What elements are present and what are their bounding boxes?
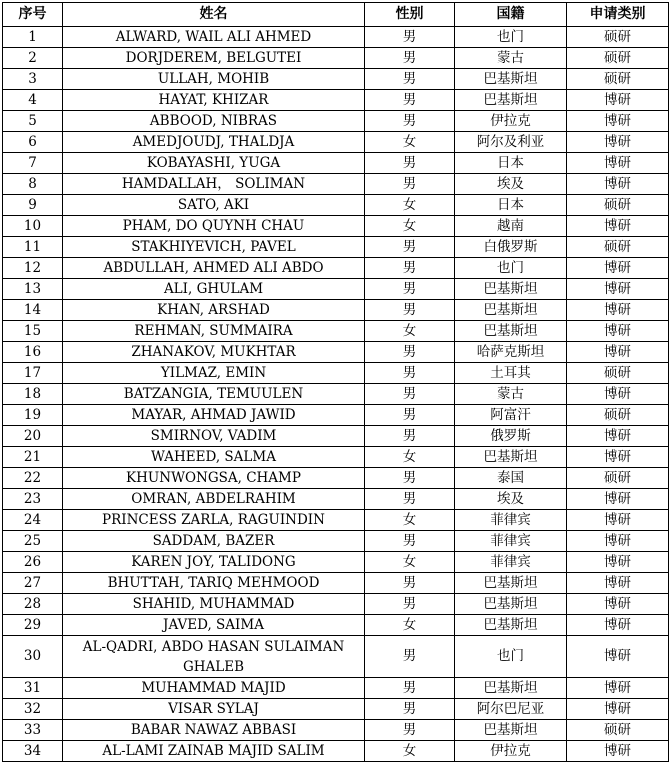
table-row [3, 678, 669, 699]
table-row [3, 426, 669, 447]
cell-gender: 女 [365, 552, 455, 573]
cell-name: JAVED, SAIMA [63, 615, 365, 636]
cell-gender: 女 [365, 132, 455, 153]
cell-serial: 4 [3, 90, 63, 111]
header-gender: 性别 [365, 3, 455, 27]
cell-nationality: 也门 [455, 636, 567, 678]
cell-serial: 12 [3, 258, 63, 279]
table-row [3, 237, 669, 258]
cell-serial: 21 [3, 447, 63, 468]
cell-application-type: 博研 [567, 678, 669, 699]
cell-gender: 男 [365, 720, 455, 741]
cell-gender: 男 [365, 594, 455, 615]
cell-name: BHUTTAH, TARIQ MEHMOOD [63, 573, 365, 594]
cell-serial: 24 [3, 510, 63, 531]
cell-gender: 女 [365, 195, 455, 216]
cell-name: SATO, AKI [63, 195, 365, 216]
cell-application-type: 博研 [567, 216, 669, 237]
cell-application-type: 博研 [567, 132, 669, 153]
cell-gender: 男 [365, 27, 455, 48]
cell-gender: 男 [365, 426, 455, 447]
table-body [3, 27, 669, 762]
cell-nationality: 阿富汗 [455, 405, 567, 426]
cell-name: HAYAT, KHIZAR [63, 90, 365, 111]
cell-nationality: 阿尔巴尼亚 [455, 699, 567, 720]
cell-serial: 9 [3, 195, 63, 216]
table-row [3, 741, 669, 762]
table-row [3, 279, 669, 300]
cell-serial: 13 [3, 279, 63, 300]
cell-gender: 男 [365, 636, 455, 678]
cell-serial: 23 [3, 489, 63, 510]
table-row [3, 384, 669, 405]
table-row [3, 90, 669, 111]
cell-gender: 男 [365, 300, 455, 321]
cell-application-type: 博研 [567, 699, 669, 720]
cell-gender: 女 [365, 510, 455, 531]
cell-name: PRINCESS ZARLA, RAGUINDIN [63, 510, 365, 531]
cell-serial: 8 [3, 174, 63, 195]
table-row [3, 300, 669, 321]
cell-serial: 11 [3, 237, 63, 258]
table-row [3, 27, 669, 48]
cell-application-type: 博研 [567, 153, 669, 174]
cell-gender: 男 [365, 279, 455, 300]
cell-serial: 17 [3, 363, 63, 384]
cell-application-type: 博研 [567, 447, 669, 468]
cell-nationality: 巴基斯坦 [455, 678, 567, 699]
table-row [3, 258, 669, 279]
table-row [3, 48, 669, 69]
table-row [3, 111, 669, 132]
cell-serial: 7 [3, 153, 63, 174]
table-row [3, 510, 669, 531]
cell-name: SMIRNOV, VADIM [63, 426, 365, 447]
cell-serial: 31 [3, 678, 63, 699]
cell-gender: 女 [365, 216, 455, 237]
table-row [3, 699, 669, 720]
cell-gender: 女 [365, 321, 455, 342]
cell-application-type: 博研 [567, 279, 669, 300]
cell-name: AL-QADRI, ABDO HASAN SULAIMAN GHALEB [63, 636, 365, 678]
cell-name: BATZANGIA, TEMUULEN [63, 384, 365, 405]
cell-application-type: 博研 [567, 615, 669, 636]
cell-name: AL-LAMI ZAINAB MAJID SALIM [63, 741, 365, 762]
cell-gender: 男 [365, 489, 455, 510]
cell-application-type: 博研 [567, 321, 669, 342]
cell-nationality: 巴基斯坦 [455, 447, 567, 468]
cell-application-type: 博研 [567, 111, 669, 132]
cell-gender: 男 [365, 363, 455, 384]
cell-name: SADDAM, BAZER [63, 531, 365, 552]
cell-serial: 25 [3, 531, 63, 552]
table-row [3, 153, 669, 174]
cell-application-type: 博研 [567, 90, 669, 111]
table-row [3, 363, 669, 384]
cell-serial: 28 [3, 594, 63, 615]
cell-gender: 男 [365, 48, 455, 69]
cell-serial: 33 [3, 720, 63, 741]
cell-nationality: 土耳其 [455, 363, 567, 384]
cell-serial: 22 [3, 468, 63, 489]
cell-serial: 34 [3, 741, 63, 762]
cell-name: AMEDJOUDJ, THALDJA [63, 132, 365, 153]
cell-application-type: 博研 [567, 300, 669, 321]
cell-application-type: 硕研 [567, 363, 669, 384]
cell-application-type: 硕研 [567, 195, 669, 216]
cell-gender: 男 [365, 468, 455, 489]
cell-nationality: 俄罗斯 [455, 426, 567, 447]
cell-gender: 男 [365, 573, 455, 594]
cell-nationality: 白俄罗斯 [455, 237, 567, 258]
cell-serial: 6 [3, 132, 63, 153]
cell-serial: 3 [3, 69, 63, 90]
cell-nationality: 巴基斯坦 [455, 300, 567, 321]
cell-application-type: 博研 [567, 426, 669, 447]
cell-application-type: 博研 [567, 552, 669, 573]
cell-application-type: 硕研 [567, 405, 669, 426]
cell-gender: 男 [365, 174, 455, 195]
cell-gender: 女 [365, 447, 455, 468]
table-row [3, 636, 669, 678]
cell-application-type: 博研 [567, 384, 669, 405]
cell-name: MAYAR, AHMAD JAWID [63, 405, 365, 426]
table-row [3, 531, 669, 552]
cell-nationality: 泰国 [455, 468, 567, 489]
cell-application-type: 博研 [567, 741, 669, 762]
cell-nationality: 巴基斯坦 [455, 90, 567, 111]
cell-nationality: 蒙古 [455, 48, 567, 69]
cell-application-type: 硕研 [567, 48, 669, 69]
cell-nationality: 埃及 [455, 489, 567, 510]
cell-application-type: 硕研 [567, 720, 669, 741]
table-row [3, 594, 669, 615]
cell-name: ULLAH, MOHIB [63, 69, 365, 90]
cell-gender: 男 [365, 384, 455, 405]
cell-serial: 18 [3, 384, 63, 405]
cell-name: DORJDEREM, BELGUTEI [63, 48, 365, 69]
cell-gender: 男 [365, 111, 455, 132]
cell-serial: 5 [3, 111, 63, 132]
cell-nationality: 也门 [455, 27, 567, 48]
cell-name: KHAN, ARSHAD [63, 300, 365, 321]
table-row [3, 615, 669, 636]
cell-name: KOBAYASHI, YUGA [63, 153, 365, 174]
cell-name: REHMAN, SUMMAIRA [63, 321, 365, 342]
cell-nationality: 巴基斯坦 [455, 69, 567, 90]
cell-nationality: 巴基斯坦 [455, 594, 567, 615]
header-application-type: 申请类别 [567, 3, 669, 27]
cell-nationality: 巴基斯坦 [455, 321, 567, 342]
cell-serial: 26 [3, 552, 63, 573]
cell-application-type: 博研 [567, 342, 669, 363]
cell-application-type: 硕研 [567, 69, 669, 90]
cell-serial: 16 [3, 342, 63, 363]
applicant-table [2, 2, 669, 762]
cell-nationality: 埃及 [455, 174, 567, 195]
cell-serial: 10 [3, 216, 63, 237]
cell-nationality: 巴基斯坦 [455, 279, 567, 300]
cell-nationality: 日本 [455, 195, 567, 216]
table-row [3, 216, 669, 237]
cell-name: ALI, GHULAM [63, 279, 365, 300]
cell-nationality: 也门 [455, 258, 567, 279]
cell-name: PHAM, DO QUYNH CHAU [63, 216, 365, 237]
cell-serial: 2 [3, 48, 63, 69]
table-row [3, 720, 669, 741]
cell-application-type: 博研 [567, 510, 669, 531]
cell-name: OMRAN, ABDELRAHIM [63, 489, 365, 510]
cell-name: STAKHIYEVICH, PAVEL [63, 237, 365, 258]
cell-gender: 男 [365, 531, 455, 552]
cell-name: YILMAZ, EMIN [63, 363, 365, 384]
cell-nationality: 巴基斯坦 [455, 573, 567, 594]
table-row [3, 552, 669, 573]
cell-application-type: 博研 [567, 594, 669, 615]
cell-gender: 男 [365, 405, 455, 426]
cell-serial: 14 [3, 300, 63, 321]
table-row [3, 468, 669, 489]
cell-nationality: 巴基斯坦 [455, 720, 567, 741]
cell-nationality: 菲律宾 [455, 510, 567, 531]
cell-gender: 男 [365, 69, 455, 90]
cell-serial: 32 [3, 699, 63, 720]
cell-application-type: 博研 [567, 531, 669, 552]
cell-nationality: 巴基斯坦 [455, 615, 567, 636]
table-row [3, 195, 669, 216]
table-row [3, 132, 669, 153]
cell-nationality: 菲律宾 [455, 531, 567, 552]
cell-serial: 1 [3, 27, 63, 48]
cell-nationality: 伊拉克 [455, 111, 567, 132]
cell-gender: 男 [365, 678, 455, 699]
cell-name: ZHANAKOV, MUKHTAR [63, 342, 365, 363]
cell-gender: 男 [365, 153, 455, 174]
header-name: 姓名 [63, 3, 365, 27]
cell-name: ABDULLAH, AHMED ALI ABDO [63, 258, 365, 279]
table-row [3, 174, 669, 195]
cell-serial: 27 [3, 573, 63, 594]
cell-serial: 30 [3, 636, 63, 678]
header-row [3, 3, 669, 27]
cell-gender: 女 [365, 615, 455, 636]
table-row [3, 342, 669, 363]
cell-gender: 男 [365, 699, 455, 720]
cell-nationality: 蒙古 [455, 384, 567, 405]
header-nationality: 国籍 [455, 3, 567, 27]
cell-gender: 男 [365, 237, 455, 258]
cell-serial: 15 [3, 321, 63, 342]
table-row [3, 573, 669, 594]
cell-serial: 19 [3, 405, 63, 426]
cell-name: ABBOOD, NIBRAS [63, 111, 365, 132]
cell-nationality: 阿尔及利亚 [455, 132, 567, 153]
cell-name: SHAHID, MUHAMMAD [63, 594, 365, 615]
table-row [3, 405, 669, 426]
table-row [3, 69, 669, 90]
cell-application-type: 博研 [567, 258, 669, 279]
cell-application-type: 博研 [567, 174, 669, 195]
cell-gender: 男 [365, 90, 455, 111]
cell-nationality: 哈萨克斯坦 [455, 342, 567, 363]
cell-name: KHUNWONGSA, CHAMP [63, 468, 365, 489]
cell-name: KAREN JOY, TALIDONG [63, 552, 365, 573]
cell-name: ALWARD, WAIL ALI AHMED [63, 27, 365, 48]
cell-serial: 20 [3, 426, 63, 447]
cell-serial: 29 [3, 615, 63, 636]
cell-nationality: 菲律宾 [455, 552, 567, 573]
cell-gender: 男 [365, 342, 455, 363]
cell-gender: 女 [365, 741, 455, 762]
cell-nationality: 伊拉克 [455, 741, 567, 762]
cell-application-type: 硕研 [567, 237, 669, 258]
cell-name: VISAR SYLAJ [63, 699, 365, 720]
cell-application-type: 博研 [567, 573, 669, 594]
table-row [3, 489, 669, 510]
cell-application-type: 硕研 [567, 468, 669, 489]
cell-nationality: 越南 [455, 216, 567, 237]
cell-application-type: 博研 [567, 636, 669, 678]
cell-application-type: 博研 [567, 489, 669, 510]
cell-name: HAMDALLAH， SOLIMAN [63, 174, 365, 195]
cell-application-type: 硕研 [567, 27, 669, 48]
cell-name: BABAR NAWAZ ABBASI [63, 720, 365, 741]
header-serial: 序号 [3, 3, 63, 27]
cell-name: MUHAMMAD MAJID [63, 678, 365, 699]
table-row [3, 321, 669, 342]
cell-name: WAHEED, SALMA [63, 447, 365, 468]
cell-gender: 男 [365, 258, 455, 279]
cell-nationality: 日本 [455, 153, 567, 174]
table-row [3, 447, 669, 468]
